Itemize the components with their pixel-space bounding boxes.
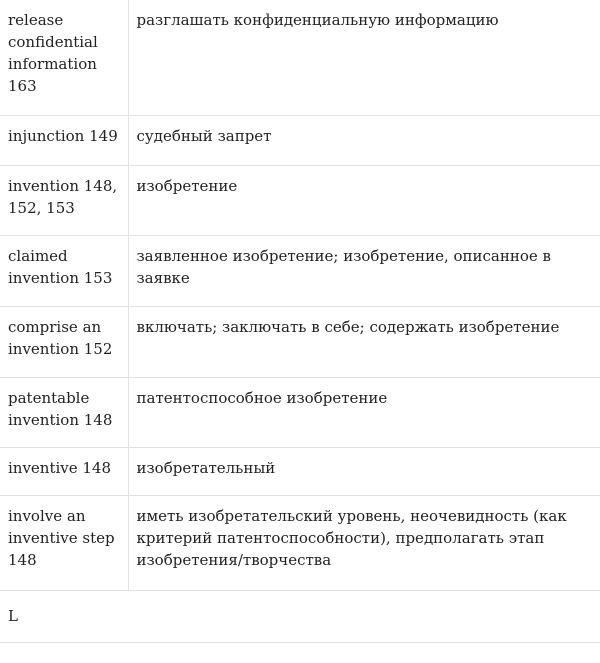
- section-letter-cell: [0, 590, 600, 642]
- term-text: involve an inventive step 148: [8, 506, 115, 569]
- term-text: comprise an invention 152: [8, 317, 113, 358]
- definition-text: изобретательный: [136, 458, 276, 477]
- definition-text: изобретение: [136, 176, 238, 195]
- definition-cell: [128, 165, 600, 235]
- definition-text: включать; заключать в себе; содержать изобретение: [136, 317, 560, 336]
- definition-text: иметь изобретательский уровень, неочевидность (как критерий патентоспособности), предполагать этап изобретения/творчества: [136, 506, 567, 569]
- term-cell: [0, 165, 128, 235]
- term-text: invention 148, 152, 153: [8, 176, 118, 217]
- term-text: injunction 149: [8, 126, 118, 145]
- table-row: [0, 165, 600, 235]
- definition-text: заявленное изобретение; изобретение, описанное в заявке: [136, 246, 551, 287]
- definition-text: судебный запрет: [136, 126, 272, 145]
- definition-cell: [128, 115, 600, 165]
- term-text: claimed invention 153: [8, 246, 113, 287]
- term-cell: [0, 306, 128, 377]
- term-cell: [0, 235, 128, 306]
- table-row: [0, 115, 600, 165]
- definition-cell: [128, 235, 600, 306]
- table-row: [0, 235, 600, 306]
- term-cell: [0, 0, 128, 115]
- table-row: [0, 495, 600, 590]
- definition-cell: [128, 495, 600, 590]
- term-cell: [0, 377, 128, 447]
- section-letter: L: [8, 606, 18, 625]
- definition-cell: [128, 0, 600, 115]
- table-row: [0, 447, 600, 495]
- term-cell: [0, 115, 128, 165]
- definition-cell: [128, 447, 600, 495]
- definition-text: разглашать конфиденциальную информацию: [136, 11, 499, 29]
- term-text: inventive 148: [8, 458, 112, 477]
- section-letter-row: [0, 590, 600, 642]
- definition-text: патентоспособное изобретение: [136, 388, 388, 407]
- definition-cell: [128, 306, 600, 377]
- table-row: [0, 377, 600, 447]
- table-row: [0, 0, 600, 115]
- term-cell: [0, 495, 128, 590]
- definition-cell: [128, 377, 600, 447]
- term-text: patentable invention 148: [8, 388, 113, 429]
- term-text: release confidential information 163: [8, 11, 98, 95]
- table-row: [0, 306, 600, 377]
- term-cell: [0, 447, 128, 495]
